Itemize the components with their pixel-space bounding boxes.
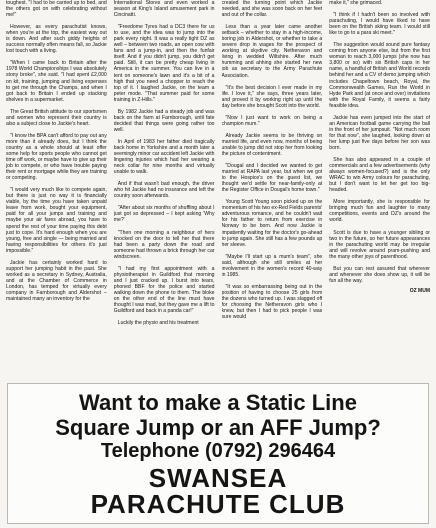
advert-club-name-line-2: PARACHUTE CLUB bbox=[90, 489, 346, 519]
paragraph: She has also appeared in a couple of commercials and a few advertisements (why always women-focused?) and is the only WRAC to win Army colours for parachuting, but I don't want to let her get too big-headed. bbox=[329, 157, 430, 194]
advert-telephone: Telephone (0792) 296464 bbox=[100, 440, 336, 462]
paragraph: "After about six months of shuffling about I just got so depressed – I kept asking 'Why me?' bbox=[113, 205, 215, 224]
paragraph: However, as every parachutist knows, when you're at the top, the easiest way out is down. And after such giddy heights of success normally often means fall, so Jackie lost touch with a living. bbox=[6, 24, 107, 55]
paragraph: "I had my first appointment with a physiotherapist in Guildford that morning and I just cracked up. I burst into tears, phoned BBF for the police and started walking down the phone to them. The bloke on the other end of the line must have thought I was mad, but they gave me a lift to Guildford and back in a panda car!" bbox=[113, 265, 215, 315]
article-body bbox=[6, 0, 430, 377]
paragraph: Luckily the physio and his treatment bbox=[117, 320, 199, 327]
paragraph: By 1982 Jackie had a steady job and was back on the farm at Farnborough, until fate decided that things were going rather too well. bbox=[113, 108, 215, 133]
paragraph: In April of 1983 her father died tragically back home in Yorkshire and a month later a seemingly minor car accident left Jackie with lingering injuries which had her wearing a neck collar for nine months and virtually unable to walk. bbox=[113, 138, 215, 176]
paragraph: Scott is due to have a younger sibling or two in the future, so her future appearances in the parachuting world may be irregular and will revolve around pram-pushing and the many other joys of parenthood. bbox=[329, 229, 430, 260]
paragraph: And if that wasn't bad enough, the driver who hit Jackie had no insurance and left the country soon afterwards. bbox=[113, 181, 215, 200]
article-column-3 bbox=[222, 0, 323, 377]
paragraph: "Maybe I'll start up a mum's team", she said, although she still smiles at her involvement in the women's record 40-way in 1985. bbox=[221, 253, 323, 278]
article-column-4 bbox=[329, 0, 430, 377]
advert-headline-line-2: Square Jump or an AFF Jump? bbox=[55, 415, 381, 440]
paragraph: The Great British attitude to our sportsmen and women who represent their country is also a subject close to Jackie's heart. bbox=[6, 108, 107, 127]
paragraph: "Freedome Tyres had a DC3 there for us to use, and the idea was to jump into the park every night. It was a really tight DZ as well – between two roads, an open cow with fans and a jump-in, and then the funfair itself. And if you didn't jump, you didn't get paid. Still, it can be pretty cheap living in America in the summer. You can live in a tent on someone's lawn and it's a bit of a high that you need a chopper to reach the top of it. I laughed Jackie, on the team a peter mode. "That summer paid for some training in Z-Hills." bbox=[113, 24, 215, 103]
article-column-2 bbox=[114, 0, 215, 377]
paragraph: "When I came back to Britain after the 1978 World Championships I was absolutely stony broke", she said. "I had spent £2,000 on kit, training, jumping and living expenses to get me through the Champs, and when I got back to Britain I ended up stacking shelves in a supermarket. bbox=[6, 60, 107, 103]
paragraph: "Then one morning a neighbour of hers knocked on the door to tell her that there had been a party down the road and someone had thrown a brick through her car windscreen. bbox=[113, 229, 215, 260]
paragraph: toughest. "I had to be carried up to bed, and the others got on with celebrating without me!" bbox=[6, 0, 107, 19]
paragraph: "I would very much like to compete again, but there is just no way it is financially viable, by the time you have taken unpaid leave from work, bought your equipment, paid for all your jumps and training and maybe your air fares abroad, you have to spend the rest of your time paying this debt just to cope. It's hard enough when you are young, free and single — being married and having responsibilities for others it's just impossible." bbox=[6, 187, 107, 254]
paragraph: The suggestion would sound pure fantasy coming from anyone else, but from the first woman to reach 3,000 jumps (she now has 3,800 or so) with six British caps in her name, a handful of British and World records behind her and a CV of demo jumping which includes Chapeltown beach, Royal, the Commonwealth Games, Run the World in Hyde Park and (at once and over) invitations with the Royal Family, it seems a fairly feasible idea. bbox=[329, 42, 430, 109]
paragraph: International Stores and even worked a season at King's Island amusement park in Cincinatti. bbox=[113, 0, 215, 19]
advert-box bbox=[7, 383, 429, 524]
paragraph: Less than a year later came another setback – whether to stay in a high-income, boring job in Aldershot, or whether to take a severe drop in wages for the prospect of working at skydive city. Netheravon and living in wedded Wiltshire. After much humming and ahhing she started her new job as secretary to the Army Parachute Association. bbox=[221, 24, 323, 79]
advert-club-name-line-1: SWANSEA bbox=[148, 463, 288, 493]
author-signature: OZ MUM bbox=[409, 287, 430, 294]
paragraph: Jackie has certainly worked hard to support her jumping habit in the past. She worked as a secretary in Sydney, Australia, and at the Chamber of Commerce in London, has temped for virtually every company in Farnborough and Aldershot – maintained many an inventory for the bbox=[6, 259, 107, 303]
paragraph: More importantly, she is responsible for bringing much fun and laughter to many competitions, events and DZ's around the world. bbox=[329, 199, 430, 224]
paragraph: "It was so embarrassing being out in the position of having to choose 25 girls from the dozens who turned up. I was slagged off for choosing the Netheravon girls who I knew, but then I had to pick people I was sure would bbox=[221, 283, 323, 321]
paragraph: Young Scott Young soon picked up on the momentum of his two ex-Red Fields parents' adventurous romance, and he couldn't wait for his father to return from exercise in Norway to be born. And now Jackie is impatiently waiting for the doctor's go-ahead to jump again. She still has a few pounds up her sleeve. bbox=[221, 199, 323, 248]
paragraph: Already Jackie seems to be thriving on married life, and even now, months of being unable to jump did not stop her from looking the picture of contentment. bbox=[221, 132, 323, 157]
paragraph: "Dougal and I decided we wanted to get married at RAPA last year, but when we got to the Hospice's on the guest list, we thought we'd settle for near-family-only at the Register Office in Dougal's home town." bbox=[221, 163, 323, 194]
article-column-1 bbox=[6, 0, 107, 377]
paragraph: "It's the best decision I ever made in my life. I love it," she says, three years later, and proved it by working right up until the day before she brought Scott into the world. bbox=[221, 84, 323, 109]
paragraph: Jackie has even jumped into the start of an American football game carrying the ball in the front of her jumpsuit. "Not much room for that now", she laughed, looking down at her lump just five days before her son was born. bbox=[329, 114, 430, 151]
paragraph: "Now I just want to work on being a champion mum." bbox=[221, 114, 323, 127]
paragraph: created the turning point which Jackie needed, and she was soon back on her feet and out of the collar. bbox=[221, 0, 323, 19]
paragraph: make it," she grimaced. bbox=[329, 0, 383, 6]
paragraph: "I know the BPA can't afford to pay out any more than it already does, but I think the country as a whole should at least offer some help for sports people who cannot get time off work, or maybe have to give up their job to compete, or who have trouble paying their rent or mortgage while they are training or competing. bbox=[6, 132, 107, 182]
paragraph: "I think if I hadn't been so involved with parachuting, I would have liked to have been on the British skiing team. I would still like to go to a para ski meet." bbox=[329, 12, 430, 37]
paragraph: But you can rest assured that wherever and whenever she does show up, it will be fun all the way. bbox=[329, 265, 430, 284]
advert-headline-line-1: Want to make a Static Line bbox=[79, 390, 357, 415]
